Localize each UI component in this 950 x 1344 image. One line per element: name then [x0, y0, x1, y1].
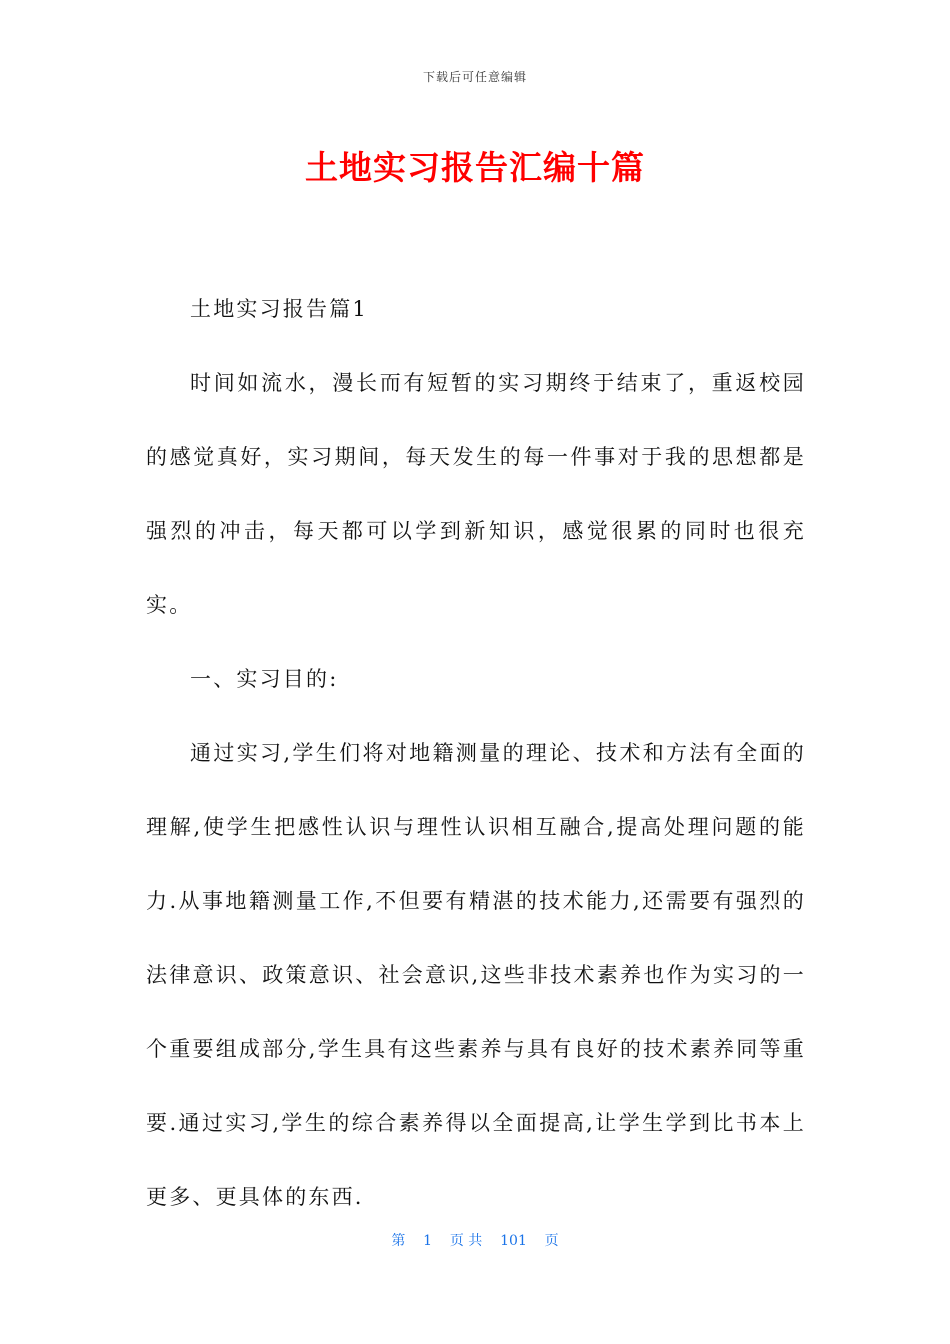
page-footer	[0, 1230, 950, 1250]
document-body	[146, 272, 806, 1234]
paragraph-intro: 时间如流水，漫长而有短暂的实习期终于结束了，重返校园的感觉真好，实习期间，每天发生的每一件事对于我的思想都是强烈的冲击，每天都可以学到新知识，感觉很累的同时也很充实。	[146, 371, 806, 617]
header-note: 下载后可任意编辑	[422, 70, 527, 84]
footer-page-middle: 页 共	[449, 1233, 483, 1249]
footer-page-suffix: 页	[544, 1233, 559, 1249]
document-title: 土地实习报告汇编十篇	[305, 148, 645, 187]
footer-page-number: 1	[423, 1233, 433, 1249]
paragraph-purpose: 通过实习,学生们将对地籍测量的理论、技术和方法有全面的理解,使学生把感性认识与理性认识相互融合,提高处理问题的能力.从事地籍测量工作,不但要有精湛的技术能力,还需要有强烈的法律意识、政策意识、社会意识,这些非技术素养也作为实习的一个重要组成部分,学生具有这些素养与具有良好的技术素养同等重要.通过实习,学生的综合素养得以全面提高,让学生学到比书本上更多、更具体的东西.	[146, 741, 806, 1209]
section-heading: 土地实习报告篇1	[190, 297, 368, 321]
footer-page-total: 101	[500, 1233, 527, 1249]
subsection-heading: 一、实习目的:	[190, 667, 339, 691]
footer-page-prefix: 第	[391, 1233, 406, 1249]
